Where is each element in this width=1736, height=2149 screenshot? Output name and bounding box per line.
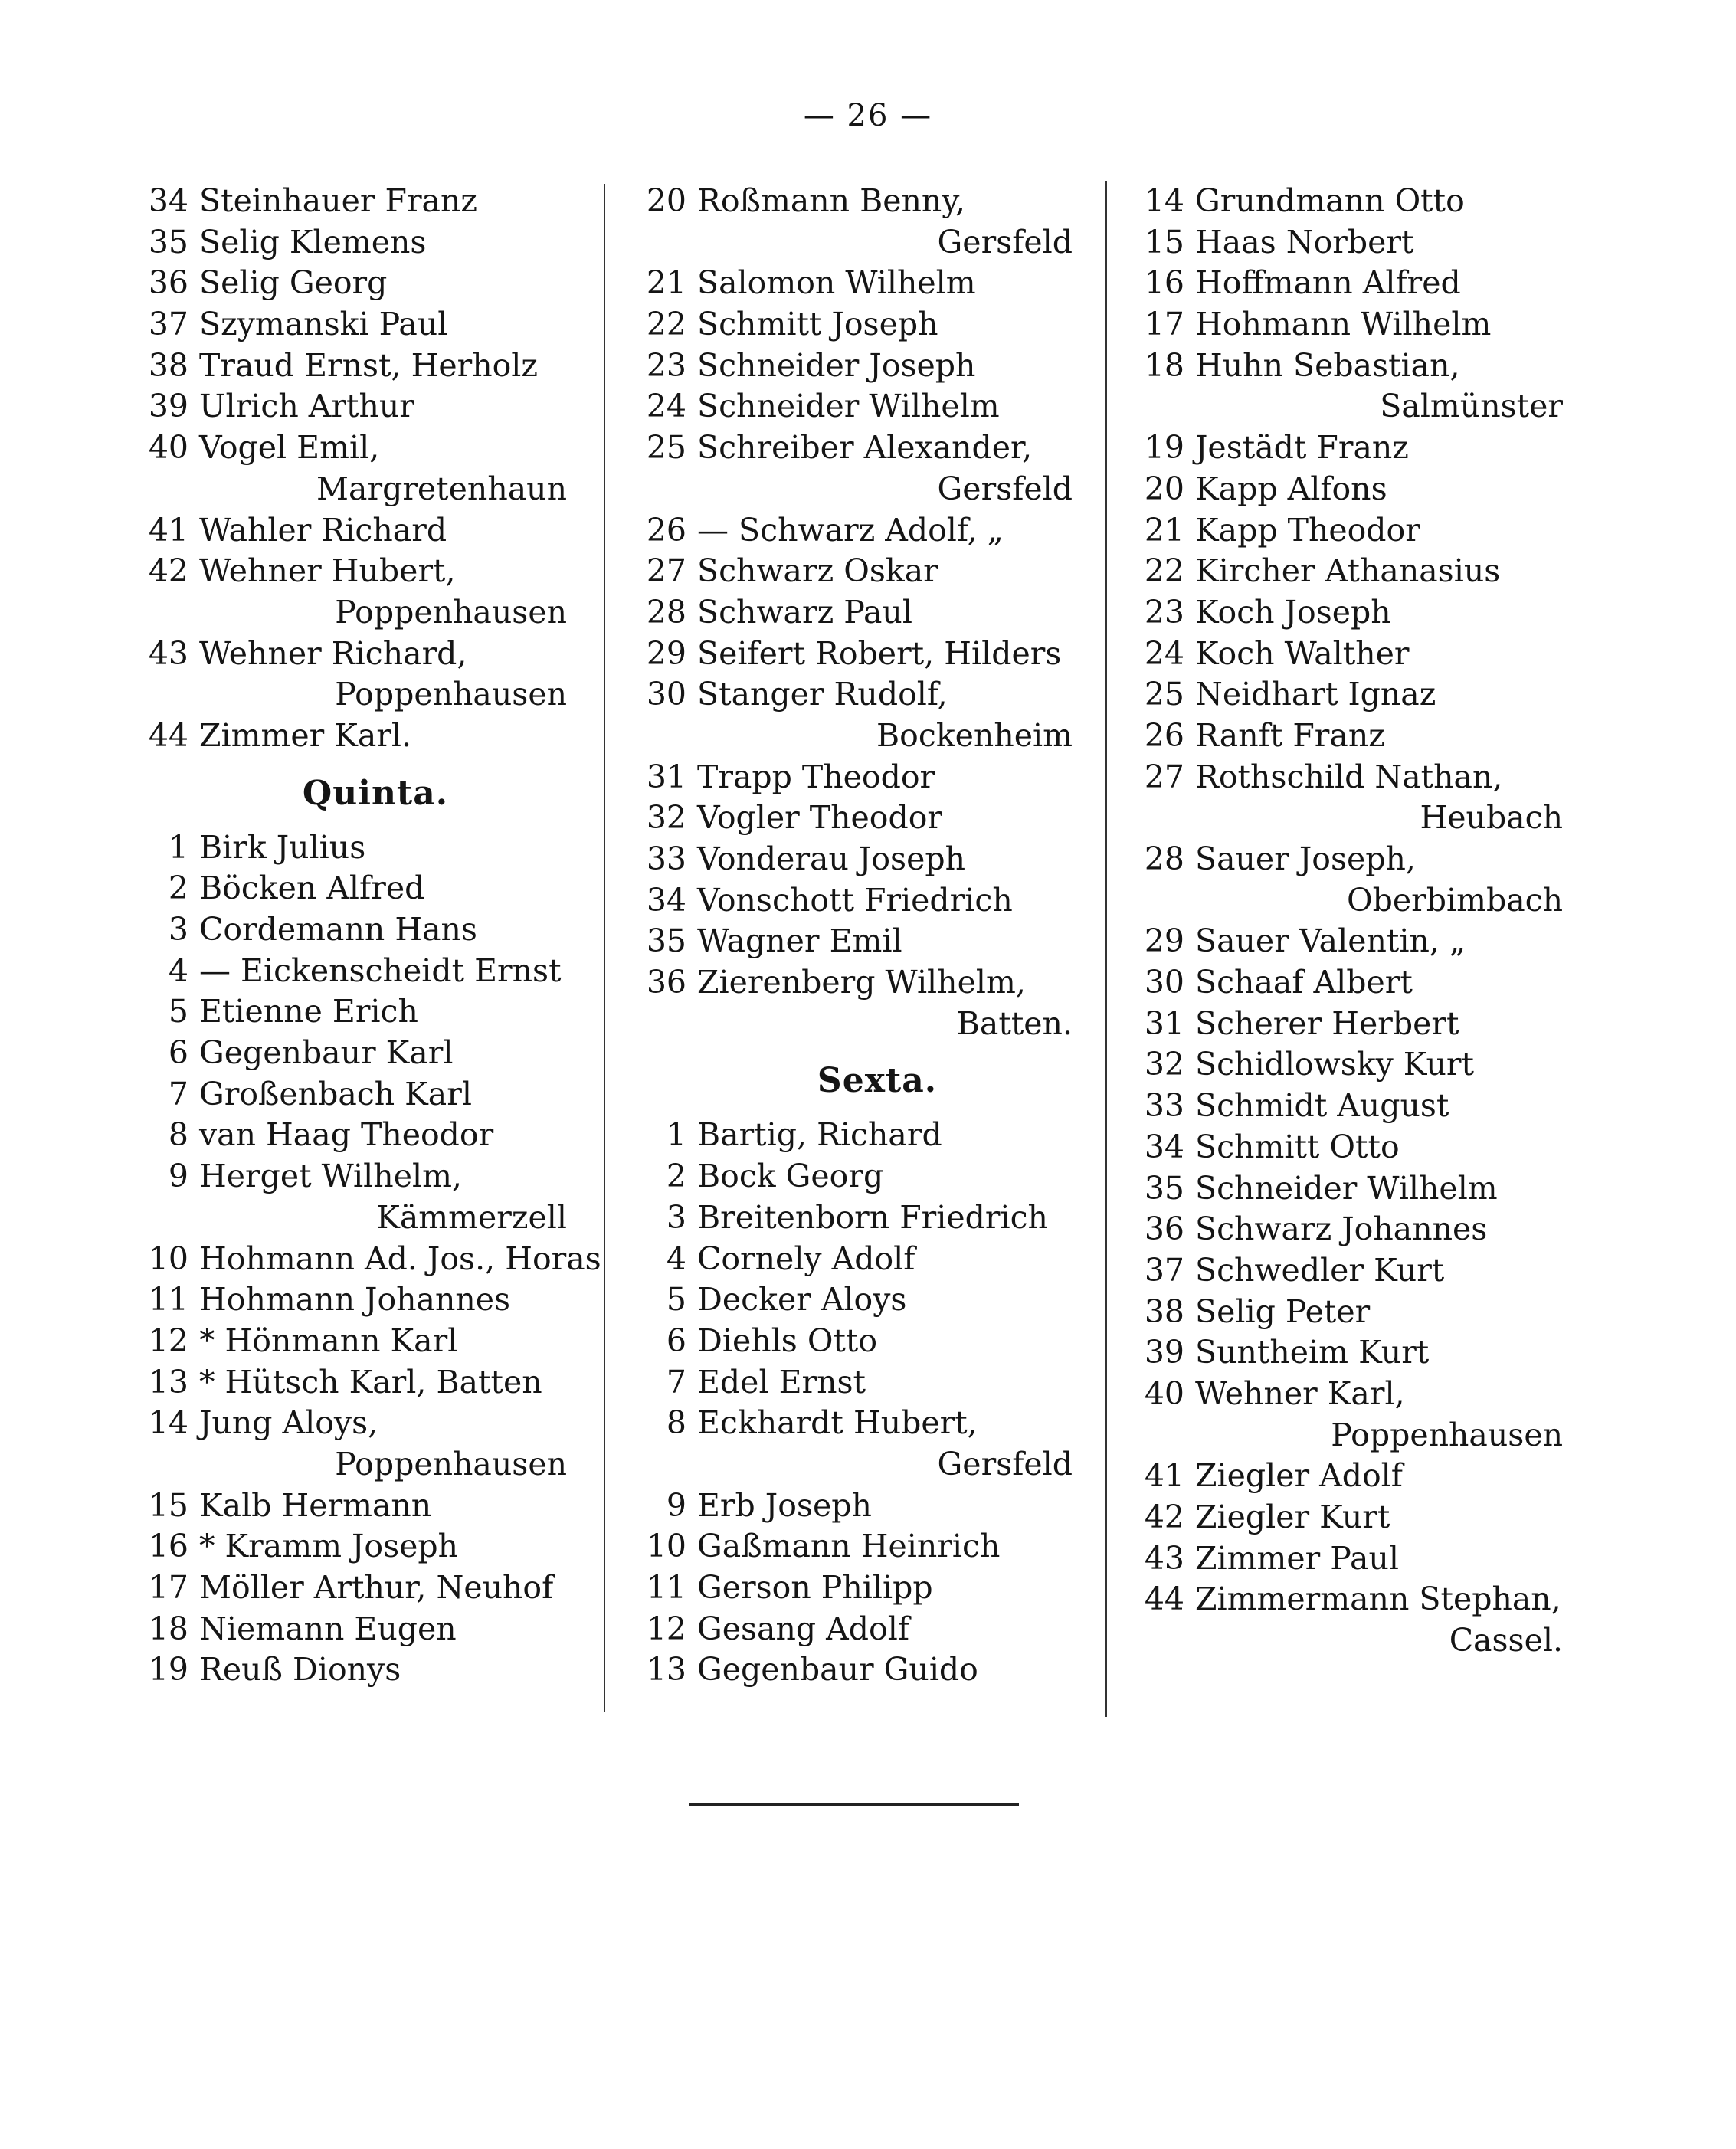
entry-number: 1 bbox=[666, 1116, 686, 1154]
entry-name: Schaaf Albert bbox=[1195, 964, 1413, 1001]
list-item bbox=[636, 962, 1073, 1004]
entry-name: Kalb Hermann bbox=[199, 1486, 432, 1524]
entry-number: 4 bbox=[666, 1240, 686, 1277]
entry-number: 22 bbox=[646, 306, 686, 343]
entry-name: Seifert Robert, Hilders bbox=[697, 634, 1062, 672]
entry-name: Böcken Alfred bbox=[199, 870, 425, 907]
entry-number: 37 bbox=[148, 306, 188, 343]
list-item bbox=[636, 1156, 1073, 1197]
entry-place: Salmünster bbox=[1380, 388, 1563, 425]
list-item bbox=[636, 1649, 1073, 1691]
entry-number: 39 bbox=[1144, 1334, 1184, 1371]
entry-name: — Schwarz Adolf, „ bbox=[697, 511, 1004, 549]
list-item bbox=[636, 1362, 1073, 1404]
entry-number: 4 bbox=[168, 952, 188, 989]
list-item bbox=[138, 1403, 567, 1444]
entry-name: Neidhart Ignaz bbox=[1195, 676, 1436, 713]
entry-name: Bock Georg bbox=[697, 1158, 884, 1195]
entry-name: Schwedler Kurt bbox=[1195, 1251, 1445, 1289]
list-item bbox=[138, 222, 567, 264]
entry-name: Gaßmann Heinrich bbox=[697, 1528, 1001, 1565]
list-item bbox=[1134, 1086, 1563, 1127]
list-item bbox=[138, 1362, 567, 1404]
list-item bbox=[1134, 592, 1563, 634]
entry-name: Zimmer Paul bbox=[1195, 1539, 1399, 1577]
entry-name: Schneider Wilhelm bbox=[697, 388, 1000, 425]
entry-place: Bockenheim bbox=[876, 716, 1073, 754]
entry-name: * Hönmann Karl bbox=[199, 1322, 458, 1359]
list-item bbox=[1134, 346, 1563, 387]
entry-name: Salomon Wilhelm bbox=[697, 264, 976, 302]
entry-number: 31 bbox=[1144, 1004, 1184, 1042]
entry-number: 20 bbox=[1144, 470, 1184, 507]
entry-name: Schmitt Joseph bbox=[697, 306, 938, 343]
list-item bbox=[1134, 510, 1563, 552]
entry-number: 8 bbox=[666, 1404, 686, 1442]
entry-number: 35 bbox=[1144, 1169, 1184, 1207]
list-item bbox=[636, 1239, 1073, 1280]
list-item bbox=[636, 1403, 1073, 1444]
list-item bbox=[1134, 1538, 1563, 1580]
list-item bbox=[636, 839, 1073, 880]
entry-name: Gerson Philipp bbox=[697, 1569, 933, 1606]
entry-name: Selig Peter bbox=[1195, 1292, 1371, 1330]
entry-name: Jestädt Franz bbox=[1195, 429, 1409, 467]
entry-number: 36 bbox=[1144, 1210, 1184, 1248]
list-item bbox=[1134, 222, 1563, 264]
entry-name: Cordemann Hans bbox=[199, 911, 477, 948]
entry-number: 15 bbox=[1144, 223, 1184, 260]
entry-name: Wahler Richard bbox=[199, 511, 447, 549]
entry-name: * Hütsch Karl, Batten bbox=[199, 1363, 542, 1400]
entry-name: Szymanski Paul bbox=[199, 306, 448, 343]
entry-number: 27 bbox=[1144, 758, 1184, 795]
entry-number: 19 bbox=[1144, 429, 1184, 467]
entry-name: Vogler Theodor bbox=[697, 799, 943, 837]
entry-name: Schwarz Johannes bbox=[1195, 1210, 1488, 1248]
list-item bbox=[1134, 428, 1563, 469]
entry-name: Diehls Otto bbox=[697, 1322, 878, 1359]
entry-number: 22 bbox=[1144, 552, 1184, 590]
entry-number: 28 bbox=[1144, 840, 1184, 877]
entry-name: Selig Georg bbox=[199, 264, 388, 302]
entry-name: Trapp Theodor bbox=[697, 758, 935, 795]
list-item bbox=[1134, 1250, 1563, 1292]
entry-number: 20 bbox=[646, 182, 686, 219]
entry-name: Rothschild Nathan, bbox=[1195, 758, 1503, 795]
entry-number: 42 bbox=[1144, 1499, 1184, 1535]
column-middle bbox=[636, 181, 1073, 1691]
entry-number: 40 bbox=[1144, 1374, 1184, 1412]
entry-name: Sauer Joseph, bbox=[1195, 840, 1416, 877]
entry-number: 31 bbox=[646, 758, 686, 795]
entry-number: 1 bbox=[168, 828, 188, 866]
entry-name: Ziegler Adolf bbox=[1195, 1457, 1403, 1495]
entry-number: 34 bbox=[1144, 1128, 1184, 1165]
entry-name: Edel Ernst bbox=[697, 1363, 866, 1400]
entry-number: 7 bbox=[168, 1075, 188, 1112]
list-item bbox=[138, 346, 567, 387]
entry-number: 6 bbox=[168, 1034, 188, 1072]
entry-number: 8 bbox=[168, 1116, 188, 1154]
entry-name: Schwarz Paul bbox=[697, 593, 912, 631]
entry-number: 33 bbox=[1144, 1087, 1184, 1125]
entry-name: Möller Arthur, Neuhof bbox=[199, 1569, 554, 1606]
entry-number: 28 bbox=[646, 593, 686, 631]
class-heading: Sexta. bbox=[817, 1061, 938, 1101]
list-item bbox=[138, 991, 567, 1033]
list-item bbox=[636, 428, 1073, 469]
entry-number: 17 bbox=[1144, 306, 1184, 343]
list-item bbox=[138, 386, 567, 428]
list-item bbox=[138, 428, 567, 469]
list-item bbox=[1134, 1497, 1563, 1538]
entry-name: Niemann Eugen bbox=[199, 1610, 457, 1647]
list-item bbox=[1134, 757, 1563, 798]
entry-number: 23 bbox=[646, 346, 686, 384]
entry-name: Koch Joseph bbox=[1195, 593, 1391, 631]
entry-number: 17 bbox=[148, 1569, 188, 1606]
entry-number: 38 bbox=[1144, 1292, 1184, 1330]
entry-place: Poppenhausen bbox=[335, 1445, 567, 1482]
list-item bbox=[1134, 181, 1563, 222]
list-item bbox=[138, 1156, 567, 1197]
entry-name: Wehner Hubert, bbox=[199, 552, 456, 590]
entry-number: 10 bbox=[646, 1528, 686, 1565]
entry-number: 3 bbox=[168, 911, 188, 948]
list-item bbox=[636, 921, 1073, 962]
list-item bbox=[1134, 1456, 1563, 1497]
list-item bbox=[636, 798, 1073, 839]
entry-name: Vogel Emil, bbox=[199, 429, 380, 467]
entry-name: Vonschott Friedrich bbox=[697, 881, 1013, 919]
entry-name: Kircher Athanasius bbox=[1195, 552, 1501, 590]
entry-number: 37 bbox=[1144, 1251, 1184, 1289]
entry-number: 13 bbox=[646, 1651, 686, 1689]
entry-name: Eckhardt Hubert, bbox=[697, 1404, 978, 1442]
entry-number: 14 bbox=[1144, 182, 1184, 219]
list-item bbox=[636, 1279, 1073, 1321]
entry-name: Schmitt Otto bbox=[1195, 1128, 1400, 1165]
entry-number: 6 bbox=[666, 1322, 686, 1359]
list-item bbox=[1134, 1044, 1563, 1086]
column-divider-left bbox=[604, 184, 605, 1712]
list-item bbox=[636, 1609, 1073, 1650]
entry-name: * Kramm Joseph bbox=[199, 1528, 459, 1565]
entry-place: Oberbimbach bbox=[1346, 881, 1563, 919]
end-rule bbox=[689, 1803, 1019, 1806]
entry-number: 19 bbox=[148, 1651, 188, 1689]
entry-number: 3 bbox=[666, 1198, 686, 1236]
entry-name: Traud Ernst, Herholz bbox=[199, 346, 539, 384]
list-item bbox=[138, 1609, 567, 1650]
list-item bbox=[636, 880, 1073, 922]
entry-number: 26 bbox=[646, 511, 686, 549]
entry-name: Scherer Herbert bbox=[1195, 1004, 1459, 1042]
entry-number: 16 bbox=[148, 1528, 188, 1565]
entry-name: Koch Walther bbox=[1195, 634, 1410, 672]
entry-name: Schwarz Oskar bbox=[697, 552, 938, 590]
entry-name: Cornely Adolf bbox=[697, 1240, 915, 1277]
entry-name: Hohmann Wilhelm bbox=[1195, 306, 1492, 343]
entry-number: 9 bbox=[168, 1158, 188, 1195]
entry-number: 41 bbox=[1144, 1457, 1184, 1495]
entry-name: — Eickenscheidt Ernst bbox=[199, 952, 562, 989]
entry-name: Grundmann Otto bbox=[1195, 182, 1465, 219]
entry-number: 14 bbox=[148, 1404, 188, 1442]
entry-place: Gersfeld bbox=[937, 470, 1073, 507]
list-item bbox=[1134, 304, 1563, 346]
entry-name: Hohmann Ad. Jos., Horas bbox=[199, 1240, 601, 1277]
entry-number: 26 bbox=[1144, 716, 1184, 754]
entry-number: 35 bbox=[148, 223, 188, 260]
list-item bbox=[1134, 1579, 1563, 1620]
entry-number: 34 bbox=[646, 881, 686, 919]
entry-place: Cassel. bbox=[1449, 1622, 1563, 1659]
list-item bbox=[1134, 1168, 1563, 1210]
list-item bbox=[1134, 1004, 1563, 1045]
list-item bbox=[636, 304, 1073, 346]
entry-name: Schreiber Alexander, bbox=[697, 429, 1033, 467]
entry-place: Margretenhaun bbox=[316, 470, 567, 507]
list-item bbox=[1134, 634, 1563, 675]
list-item bbox=[636, 1115, 1073, 1156]
list-item bbox=[636, 346, 1073, 387]
list-item bbox=[138, 1321, 567, 1362]
entry-number: 5 bbox=[666, 1281, 686, 1319]
entry-place: Batten. bbox=[956, 1004, 1073, 1042]
entry-number: 18 bbox=[1144, 346, 1184, 384]
list-item bbox=[1134, 1332, 1563, 1374]
list-item bbox=[138, 634, 567, 675]
entry-number: 7 bbox=[666, 1363, 686, 1400]
list-item bbox=[138, 1279, 567, 1321]
list-item bbox=[1134, 1127, 1563, 1168]
list-item bbox=[636, 1568, 1073, 1609]
list-item bbox=[636, 1197, 1073, 1239]
entry-number: 12 bbox=[148, 1322, 188, 1359]
list-item bbox=[138, 551, 567, 592]
entry-name: Ranft Franz bbox=[1195, 716, 1385, 754]
list-item bbox=[138, 909, 567, 951]
entry-name: Stanger Rudolf, bbox=[697, 676, 948, 713]
entry-name: Selig Klemens bbox=[199, 223, 427, 260]
entry-name: van Haag Theodor bbox=[199, 1116, 494, 1154]
list-item bbox=[1134, 716, 1563, 757]
page-number: — 26 — bbox=[803, 98, 933, 133]
entry-name: Vonderau Joseph bbox=[697, 840, 966, 877]
list-item bbox=[138, 716, 567, 757]
entry-name: Zimmermann Stephan, bbox=[1195, 1581, 1561, 1618]
list-item bbox=[138, 868, 567, 909]
list-item bbox=[138, 1568, 567, 1609]
entry-number: 12 bbox=[646, 1610, 686, 1647]
entry-number: 24 bbox=[646, 388, 686, 425]
entry-number: 39 bbox=[148, 388, 188, 425]
entry-name: Zimmer Karl. bbox=[199, 716, 412, 754]
list-item bbox=[1134, 674, 1563, 716]
list-item bbox=[636, 634, 1073, 675]
entry-name: Schmidt August bbox=[1195, 1087, 1449, 1125]
entry-number: 23 bbox=[1144, 593, 1184, 631]
entry-name: Sauer Valentin, „ bbox=[1195, 922, 1466, 960]
entry-number: 16 bbox=[1144, 264, 1184, 302]
entry-number: 5 bbox=[168, 993, 188, 1030]
list-item bbox=[636, 263, 1073, 304]
entry-number: 36 bbox=[646, 964, 686, 1001]
entry-place: Poppenhausen bbox=[335, 676, 567, 713]
entry-name: Erb Joseph bbox=[697, 1486, 872, 1524]
list-item bbox=[636, 1526, 1073, 1568]
entry-name: Roßmann Benny, bbox=[697, 182, 966, 219]
entry-name: Hohmann Johannes bbox=[199, 1281, 511, 1319]
entry-place: Heubach bbox=[1420, 799, 1563, 837]
entry-name: Bartig, Richard bbox=[697, 1116, 942, 1154]
entry-place: Gersfeld bbox=[937, 223, 1073, 260]
list-item bbox=[138, 951, 567, 992]
entry-name: Reuß Dionys bbox=[199, 1651, 401, 1689]
entry-name: Wehner Karl, bbox=[1195, 1374, 1405, 1412]
entry-number: 27 bbox=[646, 552, 686, 590]
entry-name: Kapp Theodor bbox=[1195, 511, 1420, 549]
entry-name: Schidlowsky Kurt bbox=[1195, 1046, 1474, 1083]
entry-name: Gesang Adolf bbox=[697, 1610, 910, 1647]
entry-number: 21 bbox=[646, 264, 686, 302]
entry-name: Herget Wilhelm, bbox=[199, 1158, 462, 1195]
entry-number: 11 bbox=[646, 1569, 686, 1606]
entry-name: Hoffmann Alfred bbox=[1195, 264, 1461, 302]
list-item bbox=[138, 304, 567, 346]
list-item bbox=[138, 263, 567, 304]
list-item bbox=[636, 1321, 1073, 1362]
entry-number: 13 bbox=[148, 1363, 188, 1400]
list-item bbox=[1134, 921, 1563, 962]
entry-number: 32 bbox=[646, 799, 686, 837]
entry-name: Ziegler Kurt bbox=[1195, 1499, 1390, 1535]
entry-name: Haas Norbert bbox=[1195, 223, 1414, 260]
entry-number: 35 bbox=[646, 922, 686, 960]
list-item bbox=[1134, 1374, 1563, 1415]
entry-number: 25 bbox=[1144, 676, 1184, 713]
entry-name: Decker Aloys bbox=[697, 1281, 907, 1319]
entry-number: 18 bbox=[148, 1610, 188, 1647]
entry-name: Wagner Emil bbox=[697, 922, 902, 960]
entry-number: 24 bbox=[1144, 634, 1184, 672]
entry-number: 9 bbox=[666, 1486, 686, 1524]
entry-name: Birk Julius bbox=[199, 828, 366, 866]
list-item bbox=[1134, 1209, 1563, 1250]
entry-number: 34 bbox=[148, 182, 188, 219]
entry-place: Poppenhausen bbox=[1331, 1416, 1563, 1453]
list-item bbox=[1134, 962, 1563, 1004]
entry-number: 30 bbox=[1144, 964, 1184, 1001]
entry-number: 29 bbox=[646, 634, 686, 672]
entry-name: Schneider Joseph bbox=[697, 346, 976, 384]
entry-number: 40 bbox=[148, 429, 188, 467]
column-right bbox=[1134, 181, 1563, 1662]
entry-name: Wehner Richard, bbox=[199, 634, 467, 672]
entry-name: Kapp Alfons bbox=[1195, 470, 1387, 507]
list-item bbox=[636, 386, 1073, 428]
column-left bbox=[138, 181, 601, 1691]
list-item bbox=[636, 1486, 1073, 1527]
list-item bbox=[138, 1486, 567, 1527]
list-item bbox=[138, 1526, 567, 1568]
entry-number: 21 bbox=[1144, 511, 1184, 549]
entry-name: Steinhauer Franz bbox=[199, 182, 477, 219]
list-item bbox=[138, 510, 567, 552]
entry-name: Zierenberg Wilhelm, bbox=[697, 964, 1026, 1001]
entry-number: 25 bbox=[646, 429, 686, 467]
list-item bbox=[1134, 839, 1563, 880]
entry-place: Kämmerzell bbox=[376, 1198, 567, 1236]
entry-number: 2 bbox=[666, 1158, 686, 1195]
list-item bbox=[138, 1649, 567, 1691]
entry-name: Großenbach Karl bbox=[199, 1075, 472, 1112]
entry-place: Poppenhausen bbox=[335, 593, 567, 631]
entry-name: Gegenbaur Karl bbox=[199, 1034, 454, 1072]
entry-number: 44 bbox=[148, 716, 188, 754]
entry-number: 36 bbox=[148, 264, 188, 302]
entry-number: 43 bbox=[148, 634, 188, 672]
list-item bbox=[138, 1074, 567, 1115]
entry-number: 41 bbox=[148, 511, 188, 549]
entry-number: 44 bbox=[1144, 1581, 1184, 1618]
list-item bbox=[636, 674, 1073, 716]
entry-number: 38 bbox=[148, 346, 188, 384]
entry-name: Gegenbaur Guido bbox=[697, 1651, 978, 1689]
list-item bbox=[1134, 1292, 1563, 1333]
entry-name: Etienne Erich bbox=[199, 993, 418, 1030]
entry-number: 33 bbox=[646, 840, 686, 877]
column-divider-right bbox=[1105, 181, 1107, 1717]
entry-number: 10 bbox=[148, 1240, 188, 1277]
list-item bbox=[636, 181, 1073, 222]
list-item bbox=[636, 551, 1073, 592]
entry-name: Jung Aloys, bbox=[199, 1404, 378, 1442]
list-item bbox=[138, 1239, 601, 1280]
list-item bbox=[138, 1115, 567, 1156]
entry-number: 15 bbox=[148, 1486, 188, 1524]
entry-name: Breitenborn Friedrich bbox=[697, 1198, 1048, 1236]
list-item bbox=[636, 757, 1073, 798]
entry-number: 29 bbox=[1144, 922, 1184, 960]
list-item bbox=[138, 827, 567, 869]
entry-number: 32 bbox=[1144, 1046, 1184, 1083]
entry-name: Huhn Sebastian, bbox=[1195, 346, 1460, 384]
list-item bbox=[138, 1033, 567, 1074]
entry-name: Suntheim Kurt bbox=[1195, 1334, 1430, 1371]
entry-number: 30 bbox=[646, 676, 686, 713]
entry-name: Ulrich Arthur bbox=[199, 388, 414, 425]
entry-number: 43 bbox=[1144, 1539, 1184, 1577]
entry-number: 42 bbox=[148, 552, 188, 590]
list-item bbox=[138, 181, 567, 222]
list-item bbox=[1134, 469, 1563, 510]
entry-place: Gersfeld bbox=[937, 1445, 1073, 1482]
entry-number: 2 bbox=[168, 870, 188, 907]
list-item bbox=[636, 592, 1073, 634]
entry-number: 11 bbox=[148, 1281, 188, 1319]
list-item bbox=[636, 510, 1073, 552]
list-item bbox=[1134, 551, 1563, 592]
class-heading: Quinta. bbox=[302, 773, 449, 813]
entry-name: Schneider Wilhelm bbox=[1195, 1169, 1498, 1207]
list-item bbox=[1134, 263, 1563, 304]
